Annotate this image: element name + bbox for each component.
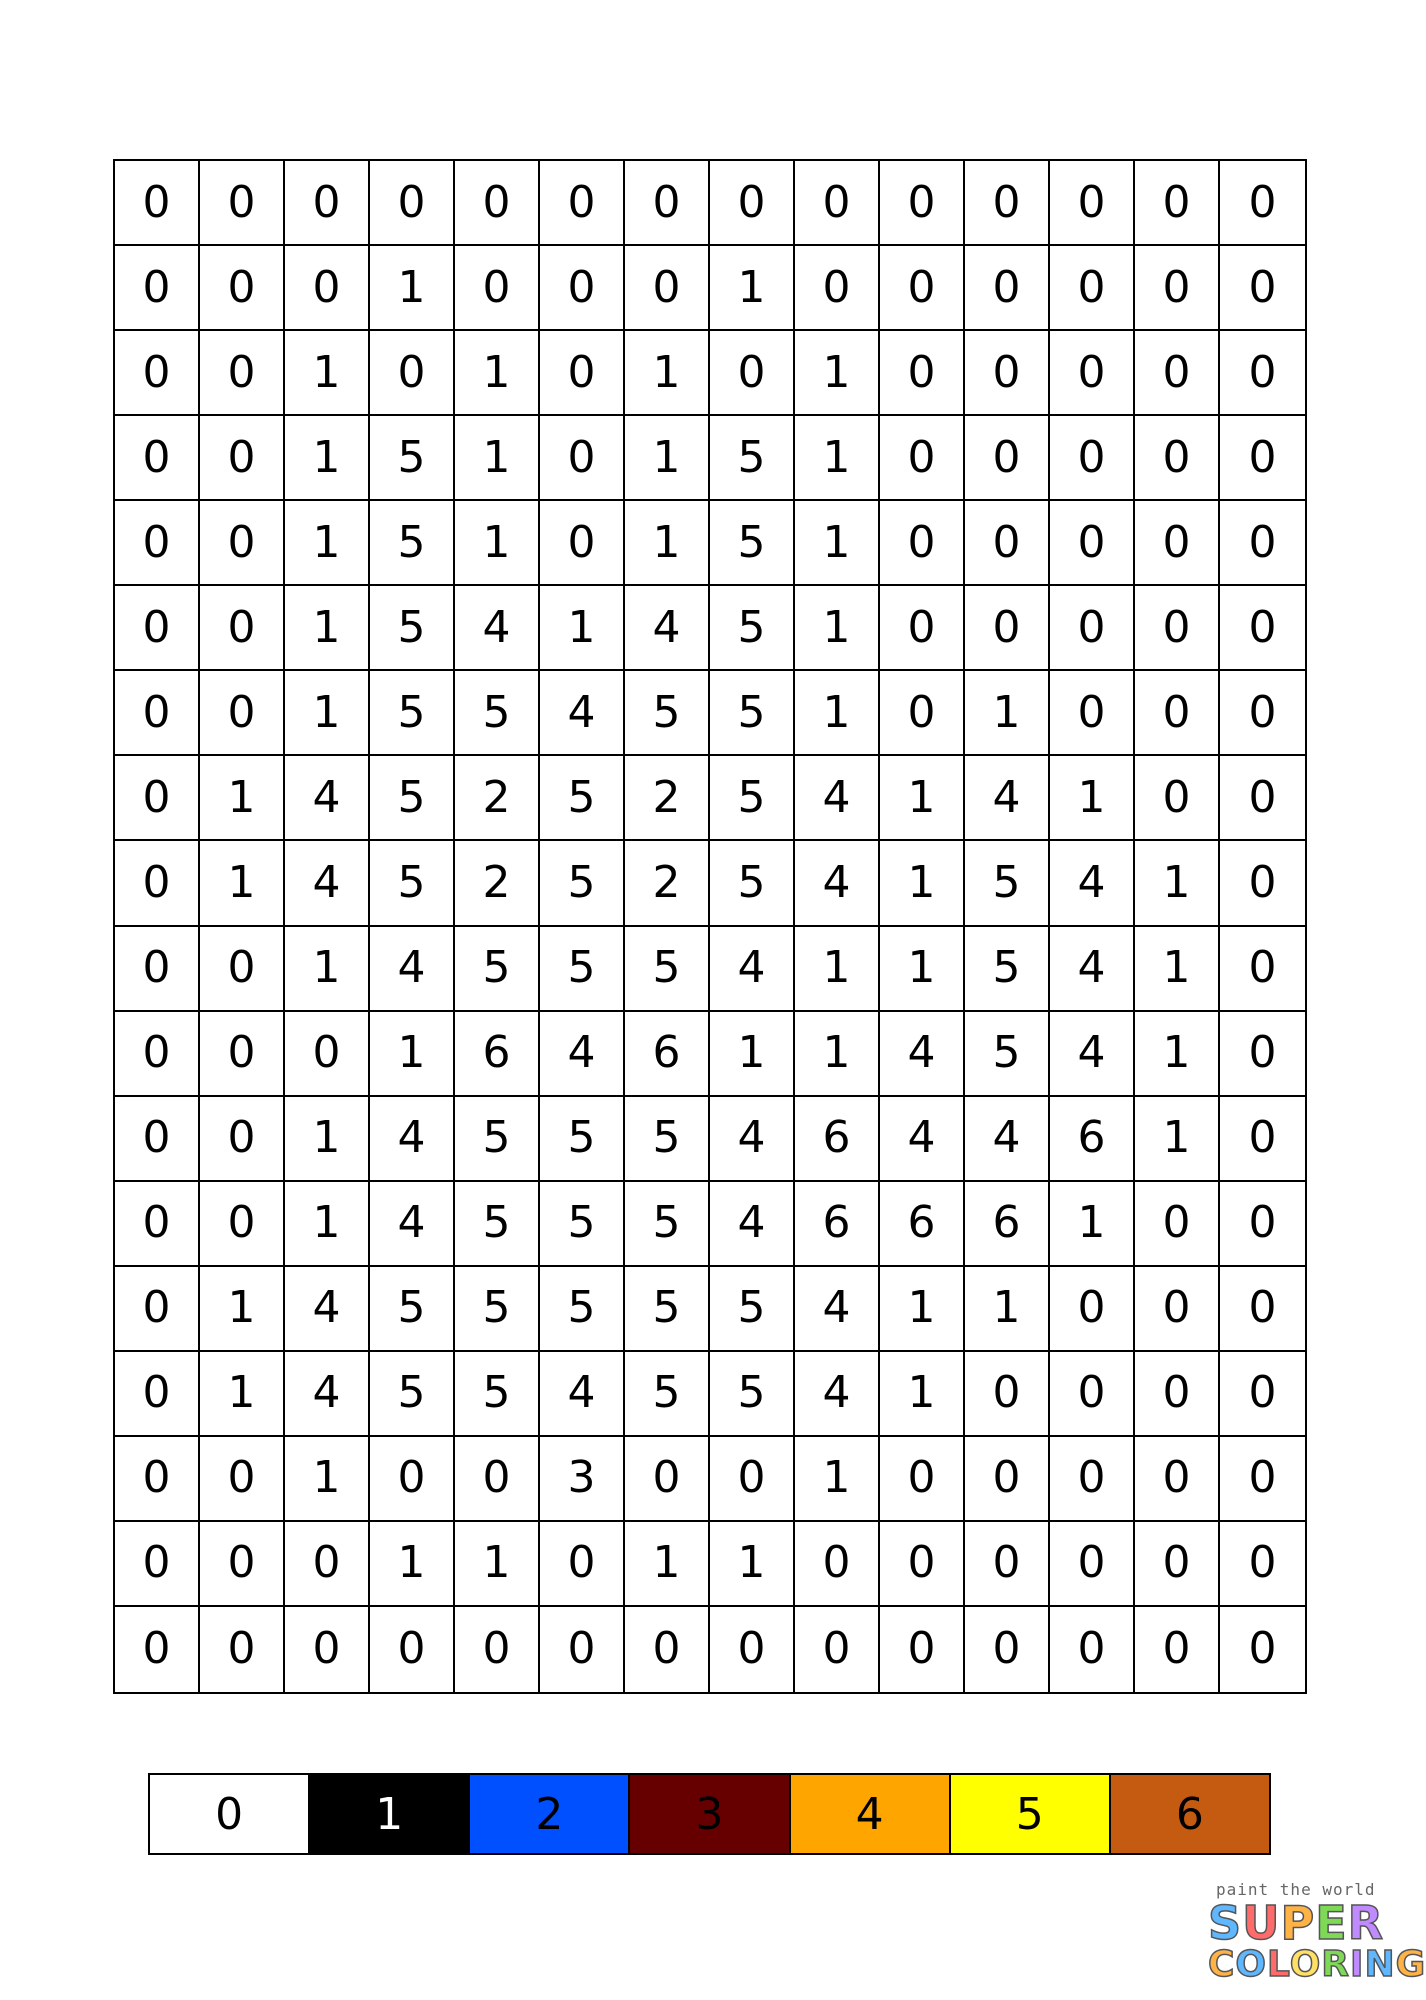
grid-cell: 4 (795, 1352, 880, 1437)
grid-cell: 5 (455, 1352, 540, 1437)
grid-cell: 1 (795, 331, 880, 416)
grid-cell: 1 (285, 1182, 370, 1267)
grid-cell: 1 (285, 331, 370, 416)
grid-cell: 0 (115, 1437, 200, 1522)
grid-cell: 0 (200, 246, 285, 331)
grid-cell: 0 (370, 1607, 455, 1692)
grid-cell: 1 (710, 246, 795, 331)
grid-cell: 1 (285, 1437, 370, 1522)
grid-cell: 4 (710, 927, 795, 1012)
grid-cell: 1 (880, 756, 965, 841)
grid-cell: 5 (370, 841, 455, 926)
grid-cell: 0 (200, 586, 285, 671)
grid-cell: 4 (285, 1352, 370, 1437)
grid-cell: 1 (1135, 1097, 1220, 1182)
grid-cell: 5 (455, 1267, 540, 1352)
grid-cell: 5 (710, 416, 795, 501)
grid-cell: 0 (1220, 756, 1305, 841)
grid-cell: 6 (795, 1097, 880, 1182)
grid-cell: 5 (540, 756, 625, 841)
grid-cell: 1 (795, 927, 880, 1012)
grid-cell: 2 (625, 756, 710, 841)
grid-cell: 0 (1135, 1352, 1220, 1437)
grid-cell: 0 (710, 331, 795, 416)
grid-cell: 0 (200, 927, 285, 1012)
grid-cell: 6 (625, 1012, 710, 1097)
grid-cell: 0 (1050, 586, 1135, 671)
grid-cell: 1 (965, 671, 1050, 756)
grid-cell: 0 (1135, 246, 1220, 331)
grid-cell: 5 (710, 756, 795, 841)
grid-cell: 4 (370, 1097, 455, 1182)
grid-cell: 0 (115, 416, 200, 501)
grid-cell: 5 (370, 756, 455, 841)
grid-cell: 0 (1135, 416, 1220, 501)
grid-cell: 0 (1050, 246, 1135, 331)
grid-cell: 0 (795, 246, 880, 331)
grid-cell: 6 (965, 1182, 1050, 1267)
legend-swatch-0: 0 (150, 1775, 310, 1853)
grid-cell: 0 (200, 1182, 285, 1267)
grid-cell: 4 (455, 586, 540, 671)
grid-cell: 5 (370, 586, 455, 671)
grid-cell: 5 (540, 1267, 625, 1352)
grid-cell: 0 (1050, 331, 1135, 416)
grid-cell: 0 (880, 1522, 965, 1607)
grid-cell: 4 (965, 1097, 1050, 1182)
grid-cell: 0 (965, 501, 1050, 586)
grid-cell: 0 (1050, 1522, 1135, 1607)
grid-cell: 4 (710, 1097, 795, 1182)
grid-cell: 0 (625, 161, 710, 246)
grid-cell: 0 (115, 586, 200, 671)
grid-cell: 4 (965, 756, 1050, 841)
grid-cell: 0 (625, 1607, 710, 1692)
grid-cell: 0 (1050, 1352, 1135, 1437)
grid-cell: 0 (1220, 1182, 1305, 1267)
grid-cell: 0 (1135, 1522, 1220, 1607)
grid-cell: 0 (1050, 501, 1135, 586)
grid-cell: 1 (880, 1267, 965, 1352)
grid-cell: 5 (540, 1097, 625, 1182)
grid-cell: 0 (1050, 1267, 1135, 1352)
grid-cell: 5 (710, 501, 795, 586)
legend-swatch-3: 3 (630, 1775, 790, 1853)
grid-cell: 0 (1050, 671, 1135, 756)
grid-cell: 0 (1135, 1182, 1220, 1267)
grid-cell: 0 (540, 416, 625, 501)
grid-cell: 0 (540, 331, 625, 416)
grid-cell: 0 (965, 246, 1050, 331)
grid-cell: 0 (370, 1437, 455, 1522)
grid-cell: 0 (1135, 1607, 1220, 1692)
grid-cell: 0 (1135, 1267, 1220, 1352)
grid-cell: 6 (880, 1182, 965, 1267)
grid-cell: 5 (965, 1012, 1050, 1097)
grid-cell: 5 (965, 927, 1050, 1012)
grid-cell: 0 (115, 1607, 200, 1692)
grid-cell: 5 (540, 1182, 625, 1267)
grid-cell: 5 (625, 927, 710, 1012)
grid-cell: 1 (1050, 1182, 1135, 1267)
grid-cell: 2 (455, 756, 540, 841)
grid-cell: 4 (625, 586, 710, 671)
grid-cell: 1 (1135, 1012, 1220, 1097)
grid-cell: 0 (625, 1437, 710, 1522)
grid-cell: 0 (285, 1607, 370, 1692)
grid-cell: 1 (370, 1522, 455, 1607)
grid-cell: 1 (455, 331, 540, 416)
grid-cell: 5 (370, 1267, 455, 1352)
grid-cell: 0 (1220, 1012, 1305, 1097)
grid-cell: 0 (710, 1607, 795, 1692)
legend-swatch-4: 4 (791, 1775, 951, 1853)
grid-cell: 5 (455, 1182, 540, 1267)
grid-cell: 0 (1220, 161, 1305, 246)
grid-cell: 1 (710, 1012, 795, 1097)
grid-cell: 1 (1135, 927, 1220, 1012)
grid-cell: 1 (795, 416, 880, 501)
grid-cell: 0 (115, 671, 200, 756)
grid-cell: 1 (880, 841, 965, 926)
grid-cell: 0 (1220, 246, 1305, 331)
grid-cell: 0 (965, 586, 1050, 671)
grid-cell: 4 (880, 1012, 965, 1097)
grid-cell: 0 (1135, 756, 1220, 841)
grid-cell: 0 (1220, 1352, 1305, 1437)
grid-cell: 5 (625, 1267, 710, 1352)
grid-cell: 1 (625, 416, 710, 501)
grid-cell: 4 (710, 1182, 795, 1267)
grid-cell: 0 (965, 1522, 1050, 1607)
grid-cell: 0 (965, 1352, 1050, 1437)
grid-cell: 0 (1220, 927, 1305, 1012)
grid-cell: 0 (370, 161, 455, 246)
grid-cell: 0 (965, 161, 1050, 246)
grid-cell: 0 (795, 1522, 880, 1607)
grid-cell: 0 (880, 331, 965, 416)
grid-cell: 5 (540, 841, 625, 926)
grid-cell: 0 (370, 331, 455, 416)
logo-tagline: paint the world (1216, 1880, 1376, 1899)
grid-cell: 0 (880, 586, 965, 671)
grid-cell: 0 (1220, 1267, 1305, 1352)
grid-cell: 1 (625, 501, 710, 586)
grid-cell: 1 (625, 1522, 710, 1607)
grid-cell: 0 (540, 1607, 625, 1692)
grid-cell: 0 (880, 501, 965, 586)
grid-cell: 0 (540, 161, 625, 246)
grid-cell: 5 (710, 671, 795, 756)
grid-cell: 0 (880, 1607, 965, 1692)
grid-cell: 0 (795, 161, 880, 246)
grid-cell: 4 (1050, 1012, 1135, 1097)
grid-cell: 1 (795, 586, 880, 671)
grid-cell: 1 (285, 1097, 370, 1182)
grid-cell: 0 (455, 161, 540, 246)
logo-line-coloring: COLORING (1208, 1944, 1426, 1985)
grid-cell: 0 (1220, 416, 1305, 501)
grid-cell: 0 (1135, 331, 1220, 416)
grid-cell: 4 (1050, 927, 1135, 1012)
grid-cell: 0 (1050, 1437, 1135, 1522)
grid-cell: 4 (795, 1267, 880, 1352)
grid-cell: 0 (1220, 331, 1305, 416)
grid-cell: 0 (115, 246, 200, 331)
grid-cell: 0 (1220, 1437, 1305, 1522)
grid-cell: 5 (710, 841, 795, 926)
grid-cell: 0 (200, 1437, 285, 1522)
grid-cell: 4 (1050, 841, 1135, 926)
grid-cell: 0 (880, 246, 965, 331)
grid-cell: 0 (965, 416, 1050, 501)
grid-cell: 0 (625, 246, 710, 331)
grid-cell: 1 (285, 586, 370, 671)
grid-cell: 0 (115, 1097, 200, 1182)
grid-cell: 1 (455, 501, 540, 586)
grid-cell: 0 (285, 1012, 370, 1097)
grid-cell: 0 (115, 331, 200, 416)
grid-cell: 1 (370, 246, 455, 331)
grid-cell: 0 (200, 501, 285, 586)
legend-swatch-2: 2 (470, 1775, 630, 1853)
grid-cell: 6 (455, 1012, 540, 1097)
grid-cell: 5 (455, 927, 540, 1012)
grid-cell: 0 (455, 1607, 540, 1692)
grid-cell: 6 (1050, 1097, 1135, 1182)
legend-swatch-6: 6 (1111, 1775, 1269, 1853)
grid-cell: 1 (795, 501, 880, 586)
grid-cell: 0 (540, 246, 625, 331)
grid-cell: 1 (370, 1012, 455, 1097)
grid-cell: 0 (285, 1522, 370, 1607)
grid-cell: 0 (455, 246, 540, 331)
grid-cell: 0 (115, 1267, 200, 1352)
grid-cell: 0 (1050, 161, 1135, 246)
grid-cell: 0 (710, 1437, 795, 1522)
grid-cell: 0 (1135, 161, 1220, 246)
grid-cell: 0 (115, 927, 200, 1012)
grid-cell: 1 (540, 586, 625, 671)
grid-cell: 0 (540, 1522, 625, 1607)
grid-cell: 0 (200, 1097, 285, 1182)
grid-cell: 0 (1248, 1623, 1277, 1675)
grid-cell: 0 (455, 1437, 540, 1522)
grid-cell: 1 (965, 1267, 1050, 1352)
grid-cell: 5 (965, 841, 1050, 926)
legend-swatch-1: 1 (310, 1775, 470, 1853)
grid-cell: 0 (1135, 586, 1220, 671)
grid-cell: 5 (625, 1097, 710, 1182)
grid-cell: 1 (795, 1437, 880, 1522)
grid-cell: 0 (880, 1437, 965, 1522)
grid-cell: 5 (710, 1267, 795, 1352)
grid-cell: 0 (1135, 501, 1220, 586)
grid-cell: 1 (285, 927, 370, 1012)
grid-cell: 1 (795, 1012, 880, 1097)
grid-cell: 0 (200, 416, 285, 501)
grid-cell: 1 (880, 927, 965, 1012)
grid-cell: 1 (710, 1522, 795, 1607)
grid-cell: 0 (115, 1522, 200, 1607)
grid-cell: 0 (200, 1522, 285, 1607)
grid-cell: 1 (200, 756, 285, 841)
grid-cell: 1 (285, 671, 370, 756)
grid-cell: 0 (1220, 1522, 1305, 1607)
grid-cell: 0 (1050, 1607, 1135, 1692)
grid-cell: 1 (1050, 756, 1135, 841)
grid-cell: 0 (285, 161, 370, 246)
grid-cell: 0 (115, 501, 200, 586)
grid-cell: 5 (455, 1097, 540, 1182)
grid-cell: 0 (880, 161, 965, 246)
grid-cell: 5 (625, 1352, 710, 1437)
grid-cell: 0 (1220, 671, 1305, 756)
grid-cell: 0 (200, 161, 285, 246)
grid-cell: 0 (1050, 416, 1135, 501)
grid-cell: 0 (1220, 1097, 1305, 1182)
grid-cell: 0 (1135, 671, 1220, 756)
grid-cell: 0 (115, 756, 200, 841)
grid-cell: 4 (795, 756, 880, 841)
grid-cell: 4 (540, 671, 625, 756)
grid-cell: 4 (285, 841, 370, 926)
grid-cell: 5 (625, 671, 710, 756)
grid-cell: 0 (200, 331, 285, 416)
grid-cell: 1 (455, 1522, 540, 1607)
grid-cell: 1 (285, 501, 370, 586)
grid-cell: 5 (370, 671, 455, 756)
grid-cell: 4 (285, 756, 370, 841)
grid-cell: 5 (710, 1352, 795, 1437)
grid-cell: 0 (710, 161, 795, 246)
grid-cell: 0 (1220, 586, 1305, 671)
grid-cell: 0 (1220, 501, 1305, 586)
grid-cell: 6 (795, 1182, 880, 1267)
grid-cell: 4 (880, 1097, 965, 1182)
grid-cell: 0 (965, 331, 1050, 416)
grid-cell: 0 (115, 841, 200, 926)
grid-cell: 0 (200, 671, 285, 756)
grid-cell: 5 (710, 586, 795, 671)
grid-cell: 0 (880, 671, 965, 756)
grid-cell: 5 (540, 927, 625, 1012)
number-grid (113, 159, 1307, 1694)
grid-cell: 2 (625, 841, 710, 926)
grid-cell: 4 (285, 1267, 370, 1352)
grid-cell: 0 (115, 1182, 200, 1267)
logo-line-super: SUPER (1208, 1896, 1385, 1950)
grid-cell: 0 (115, 1352, 200, 1437)
grid-cell: 1 (200, 1352, 285, 1437)
grid-cell: 1 (200, 1267, 285, 1352)
grid-cell: 0 (200, 1012, 285, 1097)
grid-cell: 5 (370, 501, 455, 586)
grid-cell: 1 (1135, 841, 1220, 926)
grid-cell: 5 (455, 671, 540, 756)
grid-cell: 4 (795, 841, 880, 926)
grid-cell: 0 (880, 416, 965, 501)
super-coloring-logo (1208, 1880, 1426, 1990)
grid-cell: 1 (285, 416, 370, 501)
grid-cell: 0 (200, 1607, 285, 1692)
grid-cell: 3 (540, 1437, 625, 1522)
grid-cell: 5 (625, 1182, 710, 1267)
grid-cell: 0 (115, 1012, 200, 1097)
grid-cell: 0 (540, 501, 625, 586)
grid-cell: 1 (200, 841, 285, 926)
grid-cell: 0 (1135, 1437, 1220, 1522)
legend-swatch-5: 5 (951, 1775, 1111, 1853)
grid-cell: 4 (540, 1012, 625, 1097)
color-legend (148, 1773, 1271, 1855)
grid-cell: 0 (115, 161, 200, 246)
grid-cell: 2 (455, 841, 540, 926)
grid-cell: 1 (795, 671, 880, 756)
grid-cell: 1 (455, 416, 540, 501)
grid-cell: 0 (965, 1607, 1050, 1692)
grid-cell: 0 (795, 1607, 880, 1692)
grid-cell: 4 (370, 927, 455, 1012)
grid-cell: 0 (965, 1437, 1050, 1522)
grid-cell: 4 (540, 1352, 625, 1437)
grid-cell: 1 (625, 331, 710, 416)
grid-cell: 5 (370, 1352, 455, 1437)
grid-cell: 0 (285, 246, 370, 331)
grid-cell: 5 (370, 416, 455, 501)
grid-cell: 4 (370, 1182, 455, 1267)
grid-cell: 0 (1220, 841, 1305, 926)
grid-cell: 1 (880, 1352, 965, 1437)
